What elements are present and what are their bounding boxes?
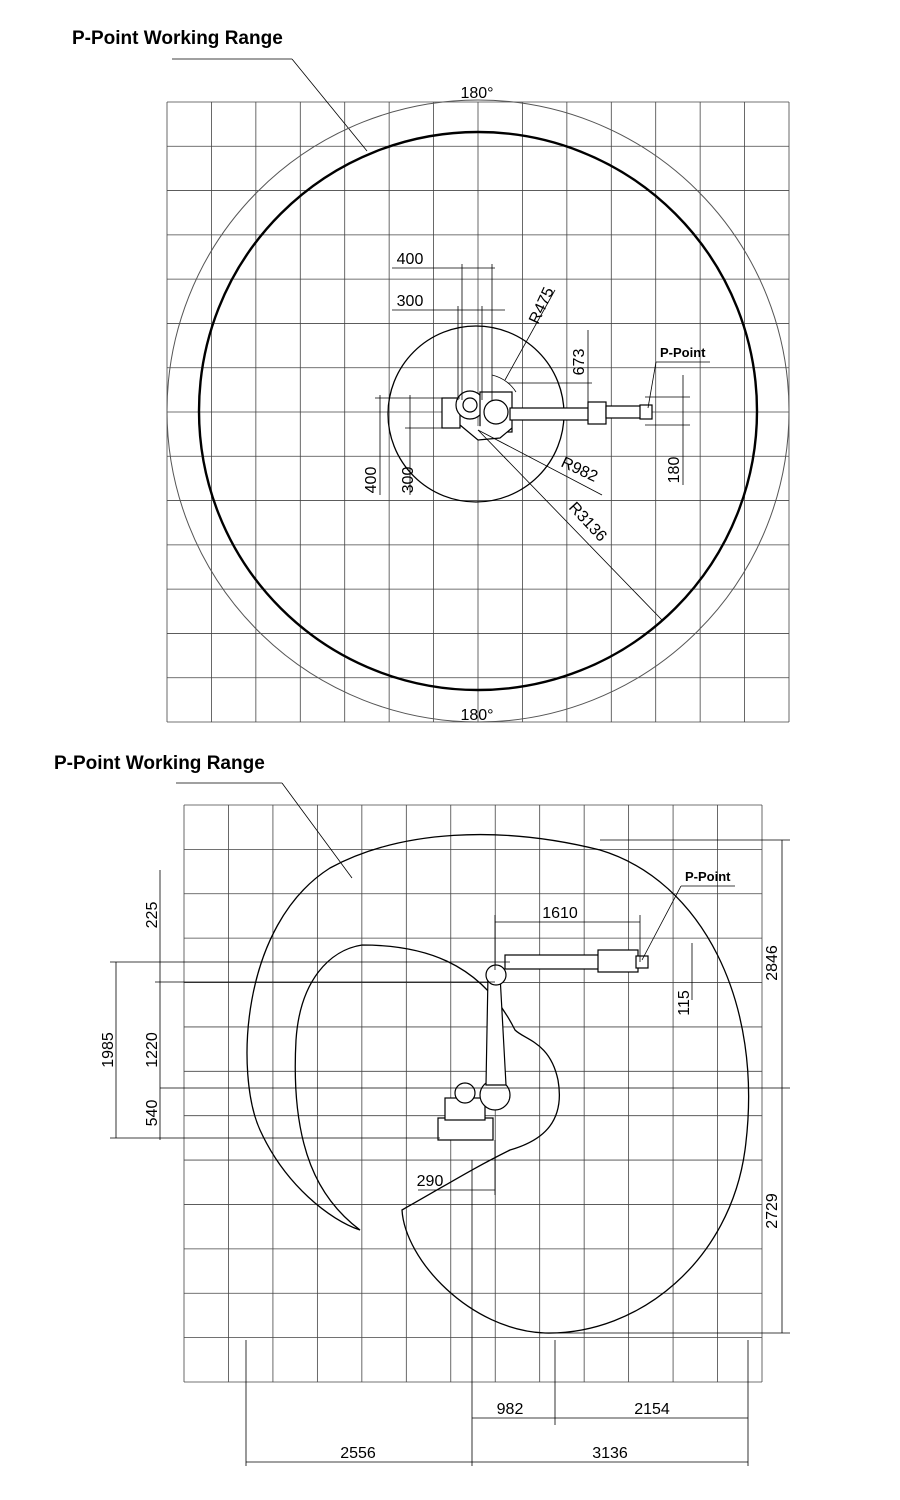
dim-180: 180	[666, 456, 683, 484]
dim-2154: 2154	[634, 1401, 670, 1418]
top-angle-label-bottom: 180°	[460, 707, 494, 724]
top-view-title: P-Point Working Range	[72, 28, 283, 49]
dim-1610: 1610	[542, 905, 578, 922]
dim-300-left: 300	[400, 466, 417, 494]
dim-1985: 1985	[100, 1032, 117, 1068]
dim-115: 115	[676, 990, 693, 1016]
robot-side-view	[438, 950, 648, 1140]
top-angle-label-top: 180°	[460, 85, 494, 102]
dim-2846: 2846	[764, 945, 781, 981]
dim-300-top: 300	[396, 293, 424, 310]
dim-400-left: 400	[363, 466, 380, 494]
dim-r982: R982	[558, 454, 601, 486]
side-p-point-label: P-Point	[685, 869, 731, 884]
dim-290: 290	[416, 1173, 444, 1190]
top-p-point-label: P-Point	[660, 345, 706, 360]
dim-2729: 2729	[764, 1193, 781, 1229]
robot-top-view	[442, 391, 652, 440]
dim-982: 982	[496, 1401, 524, 1418]
dim-r3136: R3136	[565, 499, 610, 546]
dim-3136: 3136	[592, 1445, 628, 1462]
dim-673: 673	[571, 348, 588, 376]
dim-r475: R475	[526, 284, 558, 327]
dim-1220: 1220	[144, 1032, 161, 1068]
dim-225: 225	[144, 901, 161, 929]
side-view-title: P-Point Working Range	[54, 753, 265, 774]
dim-400-top: 400	[396, 251, 424, 268]
dim-2556: 2556	[340, 1445, 376, 1462]
dim-540: 540	[144, 1099, 161, 1127]
